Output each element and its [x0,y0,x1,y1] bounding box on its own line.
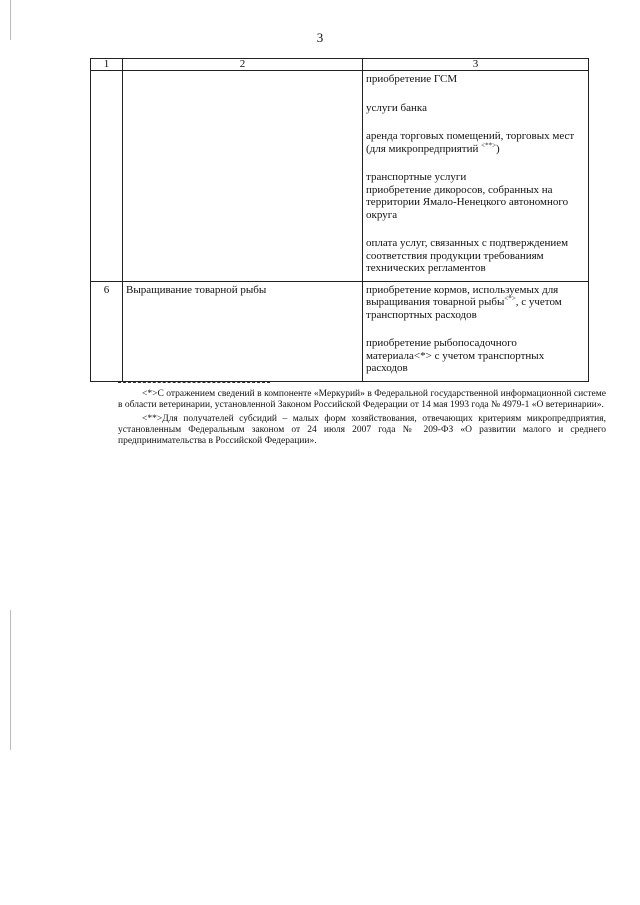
expense-item: приобретение рыбопосадочного материала<*> с учетом транспортных расходов [366,337,545,374]
column-header: 3 [363,59,589,71]
footnote-ref: <*> [504,294,516,303]
expense-text: аренда торговых помещений, торговых мест (для микропредприятий [366,130,575,155]
footnote-text: <**>Для получателей субсидий – малых форм хозяйствования, отвечающих критериям микропредприятия, установленным Федеральным законом от 24 июля 2007 года № 209-ФЗ «О развитии малого и среднего предпринимательства в Российской Федерации». [118,414,606,446]
row-activity: Выращивание товарной рыбы [123,281,363,381]
row-number: 6 [91,281,123,381]
expense-text: приобретение кормов, используемых для выращивания товарной рыбы [366,283,559,308]
row-expenses [363,71,589,282]
page-number: 3 [316,30,324,45]
expense-text-tail: , с учетом транспортных расходов [366,296,562,321]
footnote-text: <*>С отражением сведений в компоненте «Меркурий» в Федеральной государственной информационной системе в области ветеринарии, установленной Законом Российской Федерации от 14 мая 1993 года № 4979-1 «О ветеринарии». [118,389,606,410]
table-header-row [91,59,589,71]
table-row [91,281,589,381]
expense-item [366,130,585,155]
expense-item: приобретение ГСМ [366,73,458,85]
footnotes [118,382,606,450]
expense-item [366,284,585,322]
expense-item: оплата услуг, связанных с подтверждением соответствия продукции требованиям технических регламентов [366,237,569,274]
row-expenses [363,281,589,381]
scan-margin-mark [10,610,11,750]
expense-item: услуги банка [366,101,427,114]
table-row [91,71,589,282]
footnote-ref: <**> [481,140,497,149]
row-number [91,71,123,282]
expenses-table [90,58,589,382]
expense-item: транспортные услуги [366,171,467,183]
expense-item: приобретение дикоросов, собранных на территории Ямало-Ненецкого автономного округа [366,183,569,221]
row-activity [123,71,363,282]
column-header: 1 [91,59,123,71]
expense-text-tail: ) [496,142,500,155]
footnote-separator [118,382,270,383]
column-header: 2 [123,59,363,71]
